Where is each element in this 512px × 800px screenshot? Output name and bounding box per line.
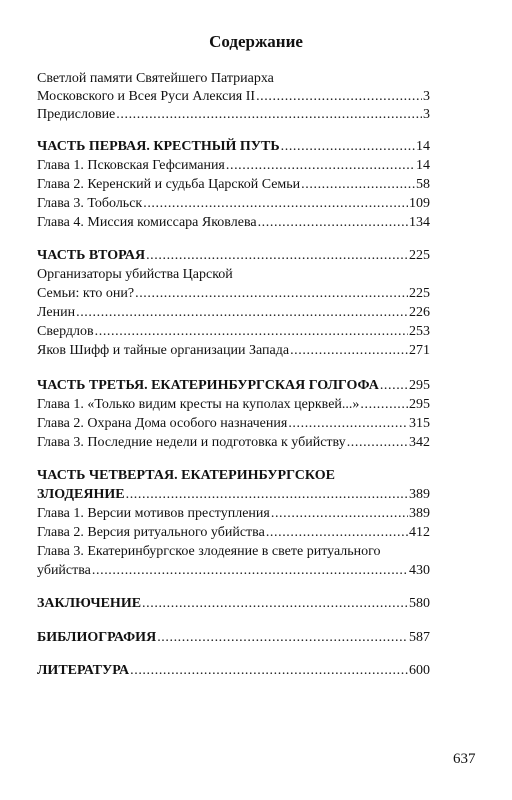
dot-leader — [290, 341, 408, 360]
toc-entry-text: Глава 1. «Только видим кресты на куполах церквей...» — [37, 397, 360, 412]
toc-section-literature — [37, 661, 430, 680]
toc-entry-text: Московского и Всея Руси Алексия II — [37, 89, 256, 104]
page-title: Содержание — [209, 32, 303, 51]
dot-leader — [130, 661, 408, 680]
toc-entry — [37, 213, 430, 232]
toc-page-number: 3 — [423, 89, 430, 104]
toc-page-number: 58 — [416, 177, 430, 192]
toc-entry-text: убийства — [37, 563, 91, 578]
dot-leader — [380, 376, 408, 395]
dot-leader — [301, 175, 415, 194]
toc-entry-text: Глава 2. Охрана Дома особого назначения — [37, 416, 288, 431]
toc-entry — [37, 194, 430, 213]
toc-page-number: 226 — [409, 305, 430, 320]
dot-leader — [142, 594, 408, 613]
toc-page-number: 109 — [409, 196, 430, 211]
toc-entry-text: ЧАСТЬ ВТОРАЯ — [37, 248, 146, 263]
toc-entry-text: ЧАСТЬ ТРЕТЬЯ. ЕКАТЕРИНБУРГСКАЯ ГОЛГОФА — [37, 378, 379, 393]
toc-entry-text: ЧАСТЬ ПЕРВАЯ. КРЕСТНЫЙ ПУТЬ — [37, 139, 280, 154]
toc-entry — [37, 156, 430, 175]
dot-leader — [95, 322, 408, 341]
toc-entry-text: Ленин — [37, 305, 76, 320]
toc-page-number: 600 — [409, 663, 430, 678]
toc-page-number: 580 — [409, 596, 430, 611]
toc-page-number: 430 — [409, 563, 430, 578]
dot-leader — [256, 87, 422, 106]
toc-entry-text: Глава 1. Псковская Гефсимания — [37, 158, 225, 173]
toc-entry-line1: Глава 3. Екатеринбургское злодеяние в свете ритуального — [37, 544, 381, 559]
dot-leader — [360, 395, 408, 414]
toc-entry-text: Глава 1. Версии мотивов преступления — [37, 506, 270, 521]
toc-entry-text: БИБЛИОГРАФИЯ — [37, 630, 157, 645]
toc-entry — [37, 523, 430, 542]
toc-entry — [37, 322, 430, 341]
dot-leader — [143, 194, 408, 213]
toc-part-heading-line1: ЧАСТЬ ЧЕТВЕРТАЯ. ЕКАТЕРИНБУРГСКОЕ — [37, 468, 335, 483]
dot-leader — [116, 105, 422, 124]
toc-entry — [37, 175, 430, 194]
toc-page-number: 412 — [409, 525, 430, 540]
toc-page-number: 271 — [409, 343, 430, 358]
toc-entry — [37, 504, 430, 523]
toc-entry-text: Свердлов — [37, 324, 94, 339]
toc-entry-dedication — [37, 87, 430, 106]
toc-entry — [37, 414, 430, 433]
toc-page-number: 389 — [409, 487, 430, 502]
toc-entry-preface — [37, 105, 430, 124]
dot-leader — [226, 156, 415, 175]
dot-leader — [76, 303, 408, 322]
toc-entry-text: Яков Шифф и тайные организации Запада — [37, 343, 290, 358]
toc-entry-text: Глава 4. Миссия комиссара Яковлева — [37, 215, 257, 230]
toc-entry-line1: Организаторы убийства Царской — [37, 267, 233, 282]
toc-page-number: 253 — [409, 324, 430, 339]
toc-entry-text: ЛИТЕРАТУРА — [37, 663, 130, 678]
toc-entry — [37, 303, 430, 322]
dot-leader — [271, 504, 408, 523]
toc-entry — [37, 341, 430, 360]
toc-part-heading — [37, 485, 430, 504]
toc-entry-text: Глава 2. Керенский и судьба Царской Семьи — [37, 177, 301, 192]
dot-leader — [92, 561, 408, 580]
toc-page-number: 342 — [409, 435, 430, 450]
toc-entry — [37, 561, 430, 580]
dot-leader — [266, 523, 408, 542]
toc-entry-text: Глава 2. Версия ритуального убийства — [37, 525, 265, 540]
toc-page-number: 14 — [416, 139, 430, 154]
dot-leader — [347, 433, 408, 452]
toc-page-number: 587 — [409, 630, 430, 645]
toc-page-number: 14 — [416, 158, 430, 173]
toc-entry-text: Семьи: кто они? — [37, 286, 135, 301]
dot-leader — [288, 414, 408, 433]
toc-entry — [37, 433, 430, 452]
toc-page-number: 295 — [409, 397, 430, 412]
toc-entry — [37, 395, 430, 414]
toc-part-heading — [37, 137, 430, 156]
toc-entry-text: Глава 3. Тобольск — [37, 196, 143, 211]
toc-page-number: 389 — [409, 506, 430, 521]
dot-leader — [126, 485, 408, 504]
toc-part-heading — [37, 376, 430, 395]
toc-page-number: 3 — [423, 107, 430, 122]
dot-leader — [281, 137, 415, 156]
toc-entry — [37, 284, 430, 303]
toc-page-number: 225 — [409, 286, 430, 301]
toc-entry-text: ЗАКЛЮЧЕНИЕ — [37, 596, 142, 611]
toc-page-number: 134 — [409, 215, 430, 230]
dot-leader — [258, 213, 408, 232]
toc-entry-text: Предисловие — [37, 107, 116, 122]
toc-section-conclusion — [37, 594, 430, 613]
toc-part-heading — [37, 246, 430, 265]
toc-section-bibliography — [37, 628, 430, 647]
toc-page-number: 225 — [409, 248, 430, 263]
page-number: 637 — [453, 751, 476, 767]
toc-entry-text: Глава 3. Последние недели и подготовка к убийству — [37, 435, 346, 450]
toc-entry-text: ЗЛОДЕЯНИЕ — [37, 487, 125, 502]
dot-leader — [157, 628, 408, 647]
toc-page-number: 295 — [409, 378, 430, 393]
toc-entry-dedication-line1: Светлой памяти Святейшего Патриарха — [37, 71, 274, 86]
dot-leader — [135, 284, 408, 303]
dot-leader — [146, 246, 408, 265]
toc-page-number: 315 — [409, 416, 430, 431]
